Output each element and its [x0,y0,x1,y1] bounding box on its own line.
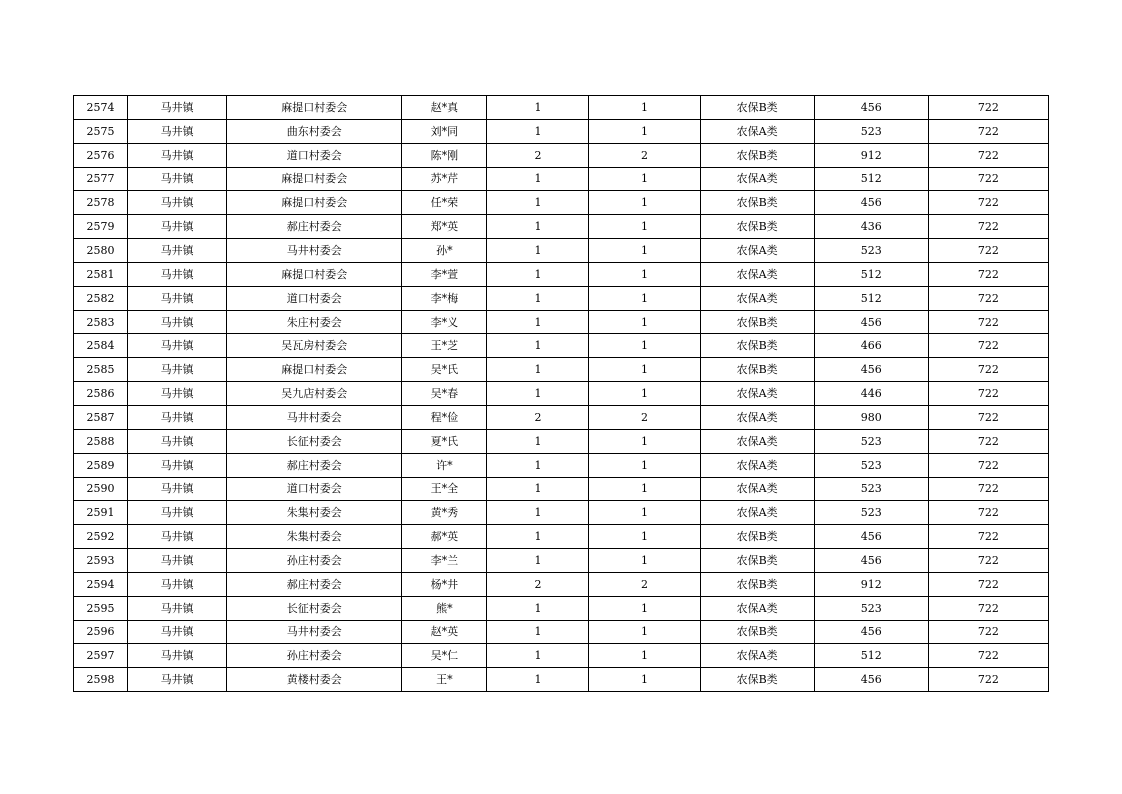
cell-name: 熊* [402,596,487,620]
table-row [74,429,1049,453]
cell-insurance-type: 农保B类 [700,572,814,596]
cell-village-committee: 孙庄村委会 [227,549,402,573]
cell-insurance-type: 农保B类 [700,215,814,239]
cell-name: 吴*氏 [402,358,487,382]
cell-household-count: 1 [487,477,589,501]
cell-insurance-type: 农保A类 [700,119,814,143]
cell-amount: 436 [814,215,928,239]
cell-standard: 722 [928,143,1048,167]
cell-serial-number: 2584 [74,334,128,358]
cell-town: 马井镇 [128,167,227,191]
cell-standard: 722 [928,310,1048,334]
cell-amount: 512 [814,167,928,191]
cell-insurance-type: 农保A类 [700,596,814,620]
cell-insurance-type: 农保B类 [700,620,814,644]
cell-amount: 523 [814,501,928,525]
cell-serial-number: 2587 [74,405,128,429]
cell-standard: 722 [928,572,1048,596]
cell-village-committee: 长征村委会 [227,429,402,453]
cell-insurance-type: 农保B类 [700,310,814,334]
cell-standard: 722 [928,501,1048,525]
cell-insurance-type: 农保B类 [700,549,814,573]
cell-serial-number: 2582 [74,286,128,310]
table-row [74,668,1049,692]
cell-town: 马井镇 [128,453,227,477]
table-row [74,572,1049,596]
table-row [74,262,1049,286]
cell-serial-number: 2589 [74,453,128,477]
cell-name: 赵*真 [402,96,487,120]
cell-serial-number: 2591 [74,501,128,525]
data-table-container [73,95,1049,692]
cell-household-count: 1 [487,119,589,143]
cell-person-count: 2 [589,572,700,596]
cell-amount: 456 [814,191,928,215]
cell-name: 李*兰 [402,549,487,573]
cell-village-committee: 吴瓦房村委会 [227,334,402,358]
cell-serial-number: 2597 [74,644,128,668]
table-row [74,96,1049,120]
cell-person-count: 1 [589,215,700,239]
data-table [73,95,1049,692]
cell-town: 马井镇 [128,644,227,668]
cell-person-count: 1 [589,644,700,668]
cell-serial-number: 2596 [74,620,128,644]
cell-village-committee: 道口村委会 [227,143,402,167]
cell-person-count: 2 [589,143,700,167]
cell-name: 王* [402,668,487,692]
cell-town: 马井镇 [128,501,227,525]
cell-insurance-type: 农保A类 [700,429,814,453]
cell-name: 李*义 [402,310,487,334]
cell-amount: 456 [814,358,928,382]
cell-village-committee: 黄楼村委会 [227,668,402,692]
cell-name: 郑*英 [402,215,487,239]
table-row [74,596,1049,620]
cell-serial-number: 2594 [74,572,128,596]
cell-amount: 512 [814,286,928,310]
cell-town: 马井镇 [128,358,227,382]
cell-serial-number: 2595 [74,596,128,620]
cell-town: 马井镇 [128,119,227,143]
cell-standard: 722 [928,668,1048,692]
cell-household-count: 1 [487,286,589,310]
cell-amount: 456 [814,620,928,644]
cell-amount: 446 [814,382,928,406]
cell-standard: 722 [928,96,1048,120]
cell-name: 刘*同 [402,119,487,143]
cell-village-committee: 马井村委会 [227,620,402,644]
cell-amount: 980 [814,405,928,429]
cell-person-count: 1 [589,358,700,382]
cell-amount: 523 [814,477,928,501]
cell-insurance-type: 农保A类 [700,477,814,501]
cell-name: 李*萱 [402,262,487,286]
cell-standard: 722 [928,119,1048,143]
cell-standard: 722 [928,286,1048,310]
cell-household-count: 1 [487,262,589,286]
cell-amount: 456 [814,525,928,549]
cell-village-committee: 郝庄村委会 [227,572,402,596]
cell-household-count: 1 [487,334,589,358]
cell-insurance-type: 农保A类 [700,453,814,477]
cell-town: 马井镇 [128,549,227,573]
table-row [74,525,1049,549]
table-row [74,620,1049,644]
cell-village-committee: 朱庄村委会 [227,310,402,334]
cell-serial-number: 2586 [74,382,128,406]
cell-village-committee: 马井村委会 [227,239,402,263]
cell-person-count: 1 [589,596,700,620]
cell-person-count: 1 [589,119,700,143]
cell-household-count: 1 [487,96,589,120]
cell-insurance-type: 农保A类 [700,405,814,429]
cell-town: 马井镇 [128,596,227,620]
cell-person-count: 1 [589,239,700,263]
cell-household-count: 1 [487,453,589,477]
cell-standard: 722 [928,644,1048,668]
cell-household-count: 1 [487,191,589,215]
table-row [74,334,1049,358]
table-row [74,405,1049,429]
cell-amount: 523 [814,429,928,453]
cell-person-count: 1 [589,167,700,191]
cell-person-count: 1 [589,96,700,120]
cell-standard: 722 [928,477,1048,501]
cell-serial-number: 2588 [74,429,128,453]
cell-serial-number: 2585 [74,358,128,382]
cell-household-count: 2 [487,572,589,596]
table-row [74,143,1049,167]
table-row [74,167,1049,191]
cell-standard: 722 [928,429,1048,453]
cell-serial-number: 2576 [74,143,128,167]
cell-serial-number: 2574 [74,96,128,120]
cell-household-count: 1 [487,501,589,525]
table-row [74,382,1049,406]
table-row [74,358,1049,382]
cell-name: 陈*刚 [402,143,487,167]
cell-household-count: 1 [487,525,589,549]
cell-insurance-type: 农保A类 [700,501,814,525]
cell-village-committee: 长征村委会 [227,596,402,620]
table-row [74,310,1049,334]
cell-insurance-type: 农保B类 [700,525,814,549]
cell-town: 马井镇 [128,382,227,406]
cell-name: 杨*井 [402,572,487,596]
cell-household-count: 2 [487,405,589,429]
cell-amount: 523 [814,596,928,620]
cell-name: 王*全 [402,477,487,501]
cell-amount: 512 [814,644,928,668]
cell-insurance-type: 农保B类 [700,143,814,167]
cell-person-count: 1 [589,453,700,477]
cell-amount: 466 [814,334,928,358]
cell-insurance-type: 农保A类 [700,239,814,263]
table-row [74,644,1049,668]
table-row [74,453,1049,477]
cell-serial-number: 2578 [74,191,128,215]
cell-standard: 722 [928,334,1048,358]
cell-standard: 722 [928,405,1048,429]
cell-insurance-type: 农保A类 [700,382,814,406]
cell-name: 李*梅 [402,286,487,310]
cell-amount: 456 [814,549,928,573]
cell-serial-number: 2583 [74,310,128,334]
cell-standard: 722 [928,453,1048,477]
cell-name: 苏*芹 [402,167,487,191]
cell-household-count: 1 [487,644,589,668]
table-row [74,119,1049,143]
cell-name: 王*芝 [402,334,487,358]
cell-standard: 722 [928,549,1048,573]
cell-serial-number: 2577 [74,167,128,191]
cell-standard: 722 [928,596,1048,620]
cell-village-committee: 马井村委会 [227,405,402,429]
cell-village-committee: 麻提口村委会 [227,358,402,382]
cell-name: 黄*秀 [402,501,487,525]
cell-person-count: 1 [589,620,700,644]
cell-standard: 722 [928,382,1048,406]
cell-name: 孙* [402,239,487,263]
cell-standard: 722 [928,262,1048,286]
cell-amount: 456 [814,310,928,334]
cell-town: 马井镇 [128,334,227,358]
cell-household-count: 1 [487,239,589,263]
cell-household-count: 1 [487,549,589,573]
cell-person-count: 1 [589,286,700,310]
cell-standard: 722 [928,215,1048,239]
cell-standard: 722 [928,239,1048,263]
cell-town: 马井镇 [128,572,227,596]
cell-person-count: 2 [589,405,700,429]
cell-insurance-type: 农保A类 [700,286,814,310]
cell-town: 马井镇 [128,286,227,310]
cell-insurance-type: 农保A类 [700,644,814,668]
cell-standard: 722 [928,191,1048,215]
cell-serial-number: 2592 [74,525,128,549]
cell-serial-number: 2593 [74,549,128,573]
cell-town: 马井镇 [128,477,227,501]
cell-village-committee: 道口村委会 [227,286,402,310]
table-body [74,96,1049,692]
cell-person-count: 1 [589,310,700,334]
cell-person-count: 1 [589,382,700,406]
cell-village-committee: 麻提口村委会 [227,96,402,120]
table-row [74,239,1049,263]
cell-name: 程*俭 [402,405,487,429]
cell-town: 马井镇 [128,429,227,453]
cell-person-count: 1 [589,549,700,573]
cell-amount: 523 [814,239,928,263]
table-row [74,215,1049,239]
cell-name: 夏*氏 [402,429,487,453]
table-row [74,501,1049,525]
cell-village-committee: 吴九店村委会 [227,382,402,406]
cell-insurance-type: 农保B类 [700,668,814,692]
cell-amount: 456 [814,668,928,692]
cell-insurance-type: 农保B类 [700,334,814,358]
cell-town: 马井镇 [128,239,227,263]
cell-amount: 523 [814,453,928,477]
cell-person-count: 1 [589,668,700,692]
cell-household-count: 2 [487,143,589,167]
cell-name: 吴*仁 [402,644,487,668]
cell-village-committee: 朱集村委会 [227,501,402,525]
cell-person-count: 1 [589,477,700,501]
cell-town: 马井镇 [128,262,227,286]
cell-town: 马井镇 [128,143,227,167]
cell-standard: 722 [928,525,1048,549]
cell-serial-number: 2579 [74,215,128,239]
cell-village-committee: 郝庄村委会 [227,453,402,477]
table-row [74,191,1049,215]
cell-person-count: 1 [589,501,700,525]
cell-village-committee: 曲东村委会 [227,119,402,143]
cell-person-count: 1 [589,191,700,215]
cell-town: 马井镇 [128,310,227,334]
cell-name: 任*荣 [402,191,487,215]
cell-amount: 912 [814,572,928,596]
cell-village-committee: 道口村委会 [227,477,402,501]
cell-town: 马井镇 [128,215,227,239]
cell-insurance-type: 农保A类 [700,167,814,191]
cell-household-count: 1 [487,596,589,620]
cell-standard: 722 [928,358,1048,382]
cell-amount: 456 [814,96,928,120]
cell-household-count: 1 [487,215,589,239]
cell-town: 马井镇 [128,525,227,549]
cell-town: 马井镇 [128,668,227,692]
cell-village-committee: 孙庄村委会 [227,644,402,668]
cell-name: 许* [402,453,487,477]
cell-household-count: 1 [487,620,589,644]
cell-amount: 512 [814,262,928,286]
cell-insurance-type: 农保A类 [700,262,814,286]
cell-serial-number: 2580 [74,239,128,263]
cell-standard: 722 [928,620,1048,644]
cell-serial-number: 2575 [74,119,128,143]
cell-household-count: 1 [487,358,589,382]
table-row [74,477,1049,501]
cell-name: 郝*英 [402,525,487,549]
cell-town: 马井镇 [128,191,227,215]
cell-standard: 722 [928,167,1048,191]
cell-village-committee: 麻提口村委会 [227,262,402,286]
cell-village-committee: 麻提口村委会 [227,191,402,215]
cell-serial-number: 2590 [74,477,128,501]
cell-amount: 912 [814,143,928,167]
cell-village-committee: 郝庄村委会 [227,215,402,239]
table-row [74,549,1049,573]
cell-village-committee: 朱集村委会 [227,525,402,549]
table-row [74,286,1049,310]
cell-person-count: 1 [589,334,700,358]
cell-name: 赵*英 [402,620,487,644]
cell-household-count: 1 [487,310,589,334]
cell-household-count: 1 [487,167,589,191]
cell-serial-number: 2598 [74,668,128,692]
cell-town: 马井镇 [128,405,227,429]
cell-person-count: 1 [589,525,700,549]
cell-serial-number: 2581 [74,262,128,286]
cell-person-count: 1 [589,429,700,453]
cell-insurance-type: 农保B类 [700,191,814,215]
cell-town: 马井镇 [128,96,227,120]
cell-household-count: 1 [487,668,589,692]
cell-town: 马井镇 [128,620,227,644]
cell-insurance-type: 农保B类 [700,358,814,382]
cell-amount: 523 [814,119,928,143]
cell-household-count: 1 [487,429,589,453]
cell-village-committee: 麻提口村委会 [227,167,402,191]
cell-name: 吴*春 [402,382,487,406]
cell-person-count: 1 [589,262,700,286]
cell-insurance-type: 农保B类 [700,96,814,120]
cell-household-count: 1 [487,382,589,406]
